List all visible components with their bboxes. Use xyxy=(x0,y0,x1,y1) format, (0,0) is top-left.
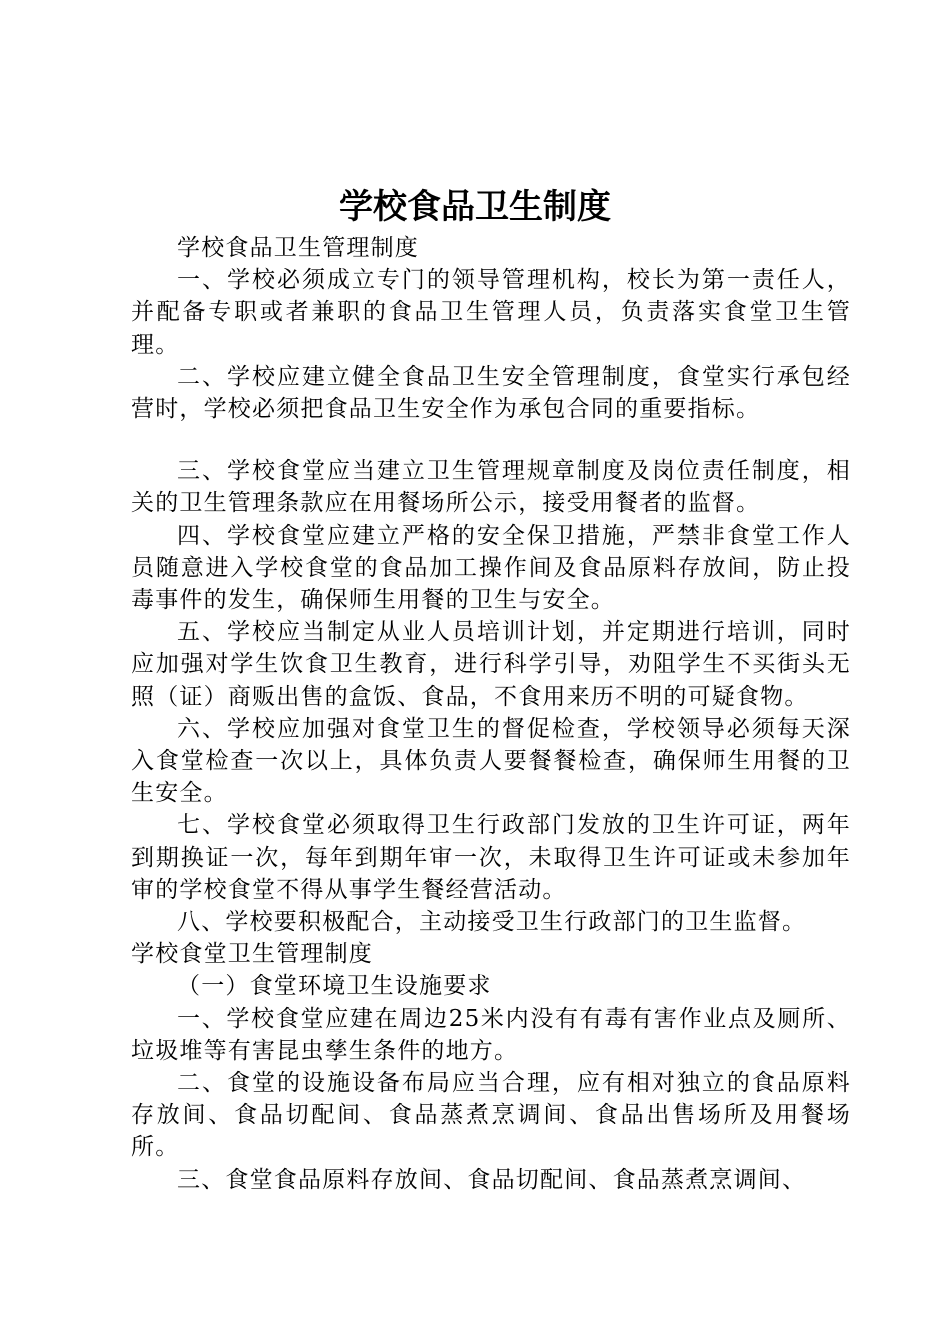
paragraph-item-7: 七、学校食堂必须取得卫生行政部门发放的卫生许可证，两年到期换证一次，每年到期年审一次，未取得卫生许可证或未参加年审的学校食堂不得从事学生餐经营活动。 xyxy=(131,812,851,903)
subsection-heading-environment: （一）食堂环境卫生设施要求 xyxy=(177,973,492,1000)
section-heading-food-hygiene: 学校食品卫生管理制度 xyxy=(177,235,419,261)
document-body xyxy=(131,232,851,1196)
paragraph-canteen-item-1: 一、学校食堂应建在周边25米内没有有毒有害作业点及厕所、垃圾堆等有害昆虫孳生条件的地方。 xyxy=(131,1005,851,1064)
paragraph-item-4: 四、学校食堂应建立严格的安全保卫措施，严禁非食堂工作人员随意进入学校食堂的食品加工操作间及食品原料存放间，防止投毒事件的发生，确保师生用餐的卫生与安全。 xyxy=(131,522,851,614)
section-heading-canteen-hygiene: 学校食堂卫生管理制度 xyxy=(131,941,373,968)
paragraph-item-8: 八、学校要积极配合，主动接受卫生行政部门的卫生监督。 xyxy=(177,909,807,936)
paragraph-item-5: 五、学校应当制定从业人员培训计划，并定期进行培训，同时应加强对学生饮食卫生教育，进行科学引导，劝阻学生不买街头无照（证）商贩出售的盒饭、食品，不食用来历不明的可疑食物。 xyxy=(131,619,851,710)
paragraph-item-3: 三、学校食堂应当建立卫生管理规章制度及岗位责任制度，相关的卫生管理条款应在用餐场所公示，接受用餐者的监督。 xyxy=(131,458,851,517)
paragraph-item-1: 一、学校必须成立专门的领导管理机构，校长为第一责任人，并配备专职或者兼职的食品卫生管理人员，负责落实食堂卫生管理。 xyxy=(131,267,851,358)
paragraph-item-2: 二、学校应建立健全食品卫生安全管理制度，食堂实行承包经营时，学校必须把食品卫生安全作为承包合同的重要指标。 xyxy=(131,363,851,423)
paragraph-item-6: 六、学校应加强对食堂卫生的督促检查，学校领导必须每天深入食堂检查一次以上，具体负责人要餐餐检查，确保师生用餐的卫生安全。 xyxy=(131,715,851,807)
document-title: 学校食品卫生制度 xyxy=(339,187,611,227)
paragraph-canteen-item-2: 二、食堂的设施设备布局应当合理，应有相对独立的食品原料存放间、食品切配间、食品蒸煮烹调间、食品出售场所及用餐场所。 xyxy=(131,1070,851,1161)
paragraph-canteen-item-3: 三、食堂食品原料存放间、食品切配间、食品蒸煮烹调间、 xyxy=(177,1166,807,1193)
